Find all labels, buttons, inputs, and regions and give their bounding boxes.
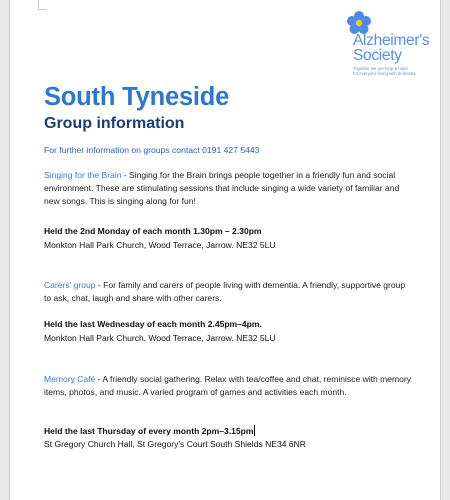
logo-line-1: Alzheimer's xyxy=(353,32,430,49)
group-location-carers: Monkton Hall Park Church, Wood Terrace, Jarrow. NE32 5LU xyxy=(44,333,276,343)
group-location-memory-cafe: St Gregory Church Hall, St Gregory's Court South Shields NE34 6NR xyxy=(44,439,306,449)
group-heading-memory-cafe: Memory Café xyxy=(44,374,96,384)
logo-tagline xyxy=(353,66,416,76)
logo-tagline-2: for everyone living with dementia xyxy=(353,71,416,76)
group-heading-carers: Carers' group xyxy=(44,280,96,290)
schedule-text: Held the last Wednesday of each month 2.45pm–4pm. xyxy=(44,319,262,329)
group-schedule-memory-cafe[interactable] xyxy=(44,425,255,438)
logo-line-2: Society xyxy=(353,47,402,64)
group-heading-singing: Singing for the Brain xyxy=(44,170,122,180)
contact-line: For further information on groups contact 0191 427 5443 xyxy=(44,145,260,155)
group-description-singing xyxy=(44,169,414,208)
group-text-memory-cafe: - A friendly social gathering. Relax with tea/coffee and chat, reminisce with memory items, photos, and music. A varied program of games and activities each month. xyxy=(44,374,412,397)
group-text-singing: - Singing for the Brain brings people together in a friendly fun and social environment. These are stimulating sessions that include singing a wide variety of familiar and new songs. This is singing along for fun! xyxy=(44,170,400,206)
group-description-carers xyxy=(44,279,414,305)
page-subtitle: Group information xyxy=(44,115,185,132)
group-description-memory-cafe xyxy=(44,373,414,399)
group-schedule-singing xyxy=(44,225,262,238)
group-location-singing: Monkton Hall Park Church, Wood Terrace, Jarrow. NE32 5LU xyxy=(44,240,276,250)
group-schedule-carers xyxy=(44,318,262,331)
page-title: South Tyneside xyxy=(44,83,230,111)
page-corner-mark xyxy=(38,0,47,10)
schedule-text: Held the 2nd Monday of each month 1.30pm – 2.30pm xyxy=(44,226,262,236)
logo-tagline-1: Together we are help & hope xyxy=(353,66,408,71)
group-text-carers: - For family and carers of people living with dementia. A friendly, supportive group to ask, chat, laugh and share with other carers. xyxy=(44,280,406,303)
alzheimers-society-logo xyxy=(342,8,438,78)
logo-wordmark xyxy=(353,33,429,63)
schedule-text: Held the last Thursday of every month 2pm–3.15pm xyxy=(44,426,254,436)
text-cursor xyxy=(254,425,255,436)
document-page xyxy=(9,0,441,500)
